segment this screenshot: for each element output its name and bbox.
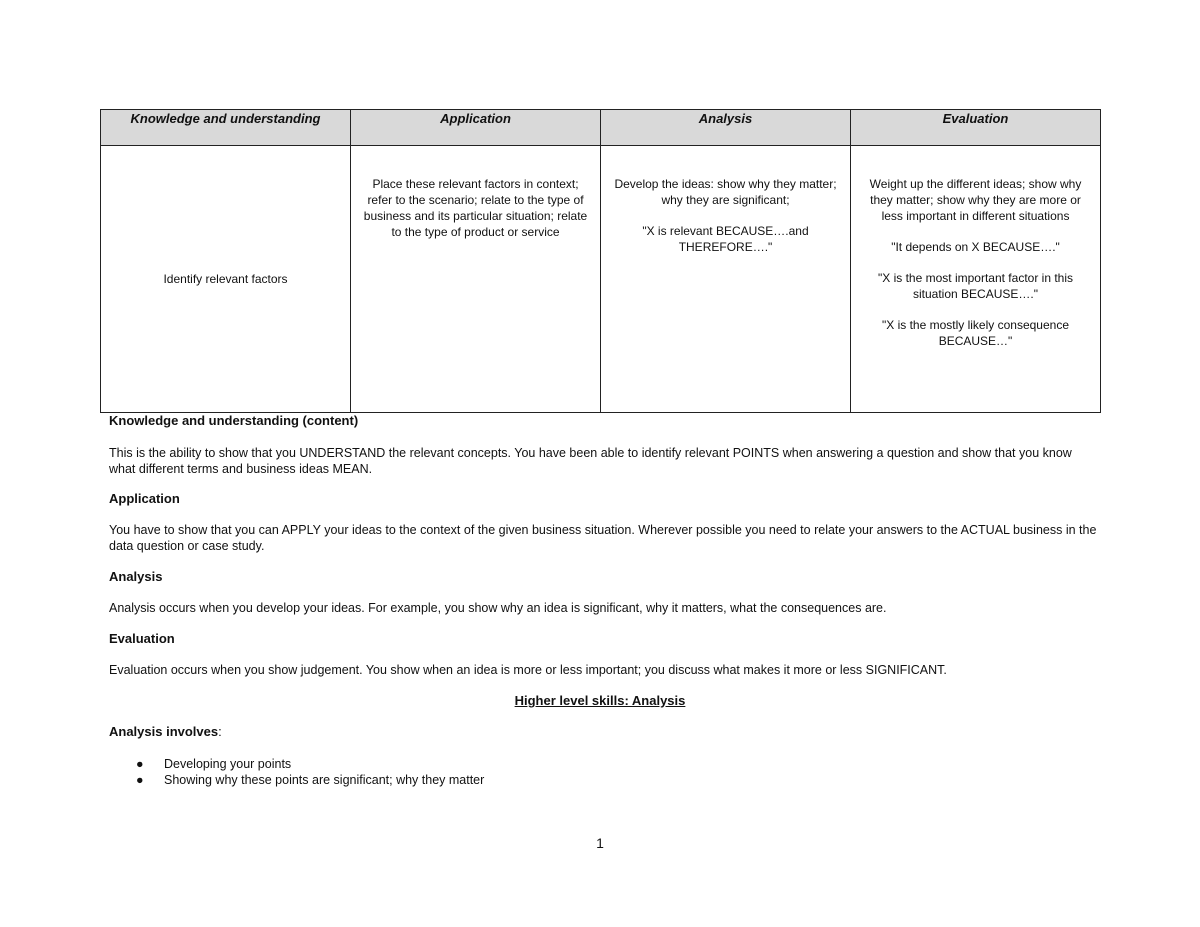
header-knowledge: Knowledge and understanding xyxy=(101,110,351,146)
cell-analysis-text-1: Develop the ideas: show why they matter; why they are significant; xyxy=(614,177,837,207)
cell-evaluation-text-3: "X is the most important factor in this situation BECAUSE…." xyxy=(878,271,1073,301)
header-application: Application xyxy=(351,110,601,146)
cell-evaluation xyxy=(851,146,1101,413)
table-header-row xyxy=(101,110,1101,146)
analysis-involves-text: Analysis involves xyxy=(109,724,219,739)
bullet-dot-icon: ● xyxy=(136,757,144,771)
cell-knowledge-text: Identify relevant factors xyxy=(163,272,288,286)
evaluation-body: Evaluation occurs when you show judgement. You show when an idea is more or less important; you discuss what makes it more or less SIGNIFICANT. xyxy=(109,663,947,677)
cell-application-text: Place these relevant factors in context; refer to the scenario; relate to the type of business and its particular situation; relate to the type of product or service xyxy=(363,177,588,239)
bullet-dot-icon: ● xyxy=(136,773,144,787)
cell-evaluation-text-4: "X is the mostly likely consequence BECAUSE…" xyxy=(881,318,1069,348)
cell-knowledge xyxy=(101,146,351,413)
header-analysis: Analysis xyxy=(601,110,851,146)
analysis-body: Analysis occurs when you develop your ideas. For example, you show why an idea is significant, why it matters, what the consequences are. xyxy=(109,601,887,615)
evaluation-heading: Evaluation xyxy=(109,631,175,646)
analysis-involves-colon: : xyxy=(218,724,222,739)
analysis-involves-label xyxy=(109,724,222,739)
cell-analysis xyxy=(601,146,851,413)
cell-analysis-text-2: "X is relevant BECAUSE….and THEREFORE…." xyxy=(642,224,809,254)
cell-application xyxy=(351,146,601,413)
page-number: 1 xyxy=(596,835,604,851)
application-body: You have to show that you can APPLY your ideas to the context of the given business situation. Wherever possible you need to relate your answers to the ACTUAL business in the data question or case study. xyxy=(109,523,1097,553)
list-item-text: Showing why these points are significant; why they matter xyxy=(164,773,485,787)
knowledge-heading: Knowledge and understanding (content) xyxy=(109,413,359,428)
higher-level-skills-heading: Higher level skills: Analysis xyxy=(514,693,686,708)
cell-evaluation-text-1: Weight up the different ideas; show why they matter; show why they are more or less important in different situations xyxy=(869,177,1082,223)
header-evaluation: Evaluation xyxy=(851,110,1101,146)
analysis-heading: Analysis xyxy=(109,569,163,584)
list-item xyxy=(109,756,484,772)
list-item xyxy=(109,772,484,788)
skills-table xyxy=(100,109,1101,413)
table-row xyxy=(101,146,1101,413)
application-heading: Application xyxy=(109,491,180,506)
analysis-involves-list xyxy=(109,756,484,788)
knowledge-body: This is the ability to show that you UNDERSTAND the relevant concepts. You have been able to identify relevant POINTS when answering a question and show that you know what different terms and business ideas MEAN. xyxy=(109,446,1072,476)
list-item-text: Developing your points xyxy=(164,757,292,771)
cell-evaluation-text-2: "It depends on X BECAUSE…." xyxy=(891,240,1060,254)
